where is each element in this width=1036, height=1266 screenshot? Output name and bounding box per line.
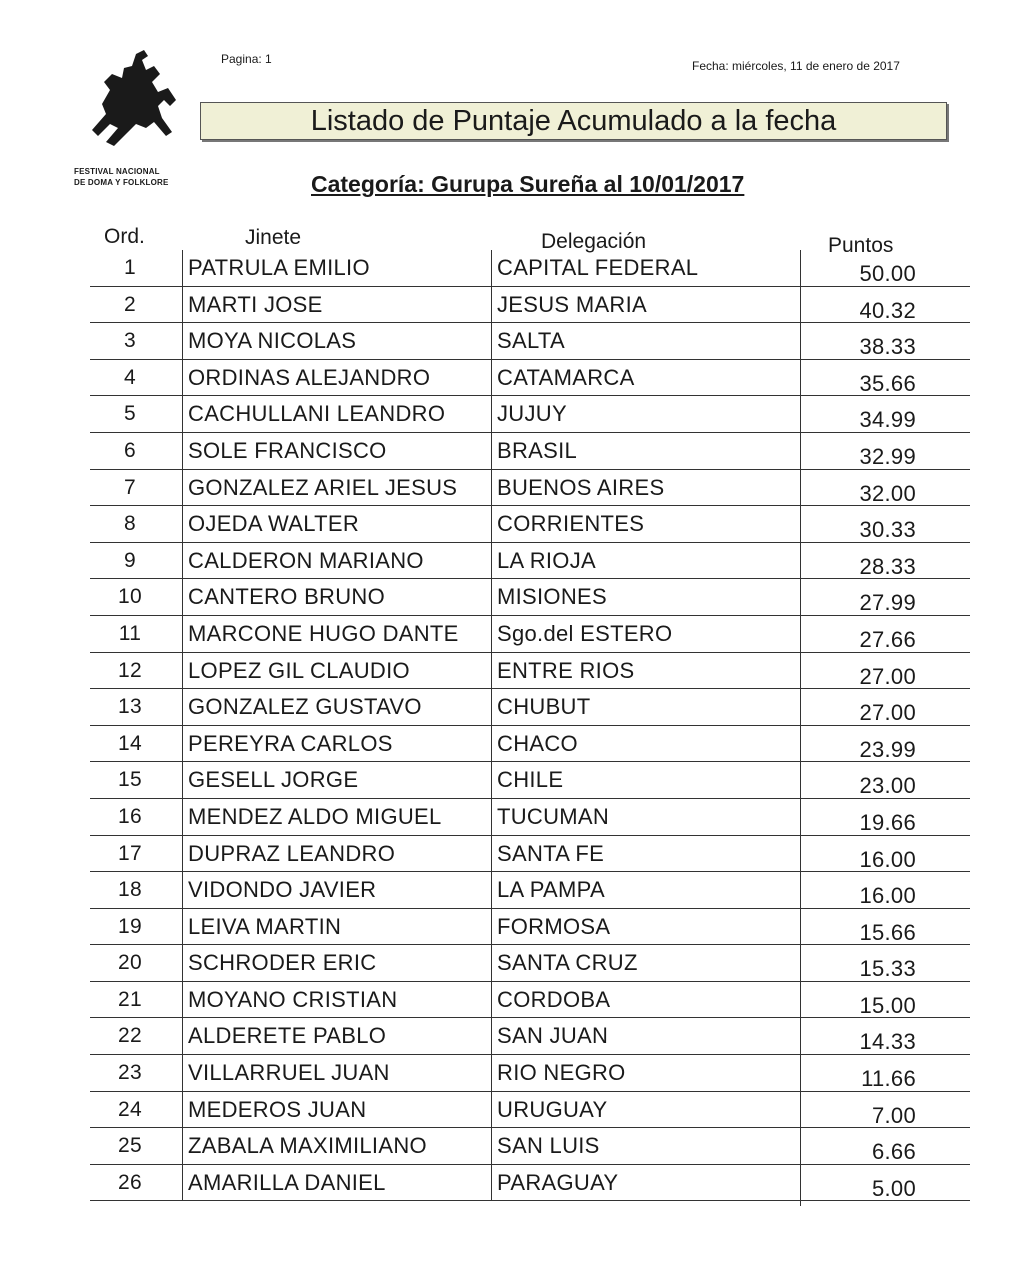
rider-cell: DUPRAZ LEANDRO <box>182 836 488 872</box>
table-row <box>90 506 970 543</box>
delegation-cell: SAN JUAN <box>491 1018 802 1054</box>
points-cell: 5.00 <box>800 1165 916 1207</box>
points-cell: 40.32 <box>800 287 916 329</box>
delegation-cell: LA RIOJA <box>491 543 802 579</box>
delegation-cell: SANTA CRUZ <box>491 945 802 981</box>
table-row <box>90 433 970 470</box>
points-cell: 32.99 <box>800 433 916 475</box>
rider-cell: MARCONE HUGO DANTE <box>182 616 488 652</box>
points-cell: 16.00 <box>800 872 916 914</box>
table-row <box>90 945 970 982</box>
category-title: Categoría: Gurupa Sureña al 10/01/2017 <box>311 171 745 197</box>
rank-cell: 25 <box>118 1134 142 1158</box>
delegation-cell: PARAGUAY <box>491 1165 802 1201</box>
points-cell: 35.66 <box>800 360 916 402</box>
delegation-cell: MISIONES <box>491 579 802 615</box>
delegation-cell: CATAMARCA <box>491 360 802 396</box>
delegation-cell: URUGUAY <box>491 1092 802 1128</box>
rider-cell: ALDERETE PABLO <box>182 1018 488 1054</box>
rank-cell: 1 <box>124 256 136 279</box>
rank-cell: 12 <box>118 658 142 682</box>
delegation-cell: LA PAMPA <box>491 872 802 908</box>
rider-cell: LEIVA MARTIN <box>182 909 488 945</box>
rank-cell: 14 <box>118 731 142 755</box>
rank-cell: 8 <box>124 512 136 536</box>
points-cell: 7.00 <box>800 1092 916 1134</box>
rider-cell: CALDERON MARIANO <box>182 543 488 579</box>
table-row <box>90 726 970 763</box>
points-cell: 15.33 <box>800 945 916 987</box>
points-cell: 27.99 <box>800 579 916 621</box>
table-row <box>90 1055 970 1092</box>
rider-cell: OJEDA WALTER <box>182 506 488 542</box>
delegation-cell: JUJUY <box>491 396 802 432</box>
rank-cell: 10 <box>118 585 142 609</box>
festival-logo <box>74 48 194 198</box>
points-cell: 38.33 <box>800 323 916 365</box>
delegation-cell: BUENOS AIRES <box>491 470 802 506</box>
rank-cell: 9 <box>124 548 136 572</box>
delegation-cell: SAN LUIS <box>491 1128 802 1164</box>
rider-cell: PEREYRA CARLOS <box>182 726 488 762</box>
delegation-cell: Sgo.del ESTERO <box>491 616 802 652</box>
rank-cell: 21 <box>118 987 142 1011</box>
delegation-cell: CHUBUT <box>491 689 802 725</box>
rider-cell: GONZALEZ GUSTAVO <box>182 689 488 725</box>
rider-cell: GONZALEZ ARIEL JESUS <box>182 470 488 506</box>
points-cell: 23.00 <box>800 762 916 804</box>
rider-cell: SOLE FRANCISCO <box>182 433 488 469</box>
rank-cell: 24 <box>118 1097 142 1121</box>
table-row <box>90 1128 970 1165</box>
points-cell: 14.33 <box>800 1018 916 1060</box>
rank-cell: 15 <box>118 768 142 792</box>
delegation-cell: BRASIL <box>491 433 802 469</box>
delegation-cell: CAPITAL FEDERAL <box>491 250 802 286</box>
table-row <box>90 909 970 946</box>
rank-cell: 4 <box>124 365 136 389</box>
table-row <box>90 762 970 799</box>
table-row <box>90 872 970 909</box>
points-cell: 30.33 <box>800 506 916 548</box>
rank-cell: 26 <box>118 1170 142 1194</box>
delegation-cell: RIO NEGRO <box>491 1055 802 1091</box>
rank-cell: 20 <box>118 951 142 975</box>
rider-cell: VILLARRUEL JUAN <box>182 1055 488 1091</box>
points-cell: 34.99 <box>800 396 916 438</box>
rank-cell: 11 <box>118 621 142 645</box>
rider-cell: VIDONDO JAVIER <box>182 872 488 908</box>
points-cell: 15.66 <box>800 909 916 951</box>
column-header-jinete: Jinete <box>245 226 302 249</box>
delegation-cell: CORRIENTES <box>491 506 802 542</box>
rider-cell: CANTERO BRUNO <box>182 579 488 615</box>
rank-cell: 13 <box>118 695 142 719</box>
rank-cell: 5 <box>124 402 136 426</box>
points-cell: 23.99 <box>800 726 916 768</box>
rank-cell: 23 <box>118 1061 142 1085</box>
logo-caption-line1: FESTIVAL NACIONAL <box>74 167 160 176</box>
points-cell: 11.66 <box>800 1055 916 1097</box>
points-cell: 16.00 <box>800 836 916 878</box>
table-row <box>90 287 970 324</box>
table-row <box>90 543 970 580</box>
rider-cell: MOYANO CRISTIAN <box>182 982 488 1018</box>
points-cell: 27.00 <box>800 689 916 731</box>
rider-cell: CACHULLANI LEANDRO <box>182 396 488 432</box>
table-row <box>90 1092 970 1129</box>
table-row <box>90 323 970 360</box>
rider-cell: MOYA NICOLAS <box>182 323 488 359</box>
logo-caption-line2: DE DOMA Y FOLKLORE <box>74 178 169 187</box>
rider-cell: AMARILLA DANIEL <box>182 1165 488 1201</box>
table-row <box>90 836 970 873</box>
table-row <box>90 616 970 653</box>
rank-cell: 19 <box>118 914 142 938</box>
document-title: Listado de Puntaje Acumulado a la fecha <box>200 102 947 140</box>
points-cell: 27.66 <box>800 616 916 658</box>
delegation-cell: TUCUMAN <box>491 799 802 835</box>
rider-cell: ORDINAS ALEJANDRO <box>182 360 488 396</box>
delegation-cell: CORDOBA <box>491 982 802 1018</box>
points-cell: 28.33 <box>800 543 916 585</box>
rider-cell: MARTI JOSE <box>182 287 488 323</box>
column-header-puntos: Puntos <box>828 234 894 257</box>
table-row <box>90 250 970 287</box>
delegation-cell: CHILE <box>491 762 802 798</box>
rider-cell: GESELL JORGE <box>182 762 488 798</box>
rank-cell: 7 <box>124 475 136 499</box>
column-header-ord: Ord. <box>104 225 145 248</box>
table-row <box>90 799 970 836</box>
points-cell: 50.00 <box>800 250 916 292</box>
rank-cell: 3 <box>124 329 136 353</box>
rank-cell: 2 <box>124 292 136 316</box>
points-cell: 27.00 <box>800 653 916 695</box>
delegation-cell: CHACO <box>491 726 802 762</box>
table-row <box>90 579 970 616</box>
rank-cell: 16 <box>118 804 142 828</box>
table-row <box>90 396 970 433</box>
rank-cell: 22 <box>118 1024 142 1048</box>
table-row <box>90 653 970 690</box>
rank-cell: 6 <box>124 438 136 462</box>
delegation-cell: SANTA FE <box>491 836 802 872</box>
delegation-cell: SALTA <box>491 323 802 359</box>
page-number-label: Pagina: 1 <box>221 52 272 66</box>
column-header-delegacion: Delegación <box>541 230 647 253</box>
points-cell: 32.00 <box>800 470 916 512</box>
rider-cell: MENDEZ ALDO MIGUEL <box>182 799 488 835</box>
points-cell: 19.66 <box>800 799 916 841</box>
delegation-cell: JESUS MARIA <box>491 287 802 323</box>
rider-cell: SCHRODER ERIC <box>182 945 488 981</box>
rank-cell: 18 <box>118 878 142 902</box>
delegation-cell: ENTRE RIOS <box>491 653 802 689</box>
table-row <box>90 982 970 1019</box>
points-cell: 15.00 <box>800 982 916 1024</box>
table-row <box>90 689 970 726</box>
rider-cell: MEDEROS JUAN <box>182 1092 488 1128</box>
rank-cell: 17 <box>118 841 142 865</box>
table-row <box>90 1165 970 1202</box>
horse-rider-icon <box>88 48 180 163</box>
table-row <box>90 470 970 507</box>
rider-cell: PATRULA EMILIO <box>182 250 488 286</box>
rider-cell: LOPEZ GIL CLAUDIO <box>182 653 488 689</box>
delegation-cell: FORMOSA <box>491 909 802 945</box>
table-row <box>90 1018 970 1055</box>
date-label: Fecha: miércoles, 11 de enero de 2017 <box>692 59 900 73</box>
points-cell: 6.66 <box>800 1128 916 1170</box>
score-table <box>90 250 970 1201</box>
rider-cell: ZABALA MAXIMILIANO <box>182 1128 488 1164</box>
table-row <box>90 360 970 397</box>
